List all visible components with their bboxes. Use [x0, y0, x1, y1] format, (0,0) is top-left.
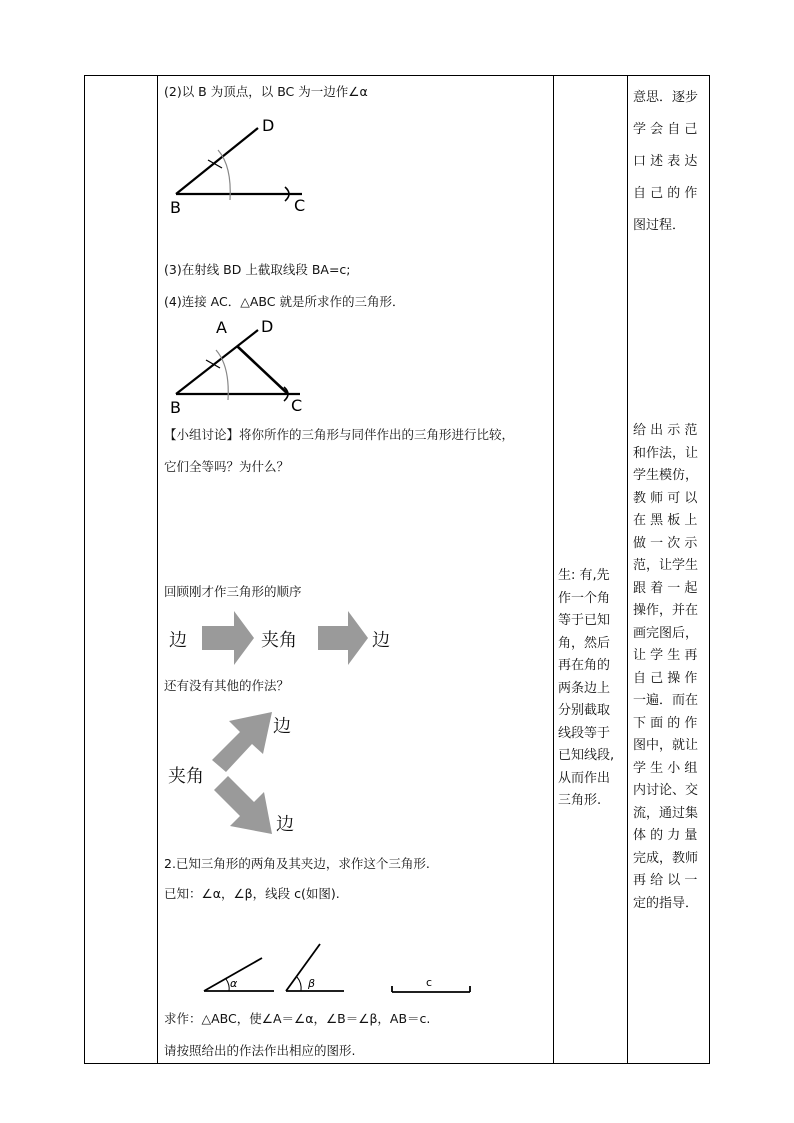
step-4-text: (4)连接 AC．△ABC 就是所求作的三角形．	[164, 294, 405, 309]
arrow-right-icon	[318, 611, 368, 665]
step-2-text: (2)以 B 为顶点，以 BC 为一边作∠α	[164, 84, 368, 99]
discussion-line-1: 【小组讨论】将你所作的三角形与同伴作出的三角形进行比较，	[164, 427, 515, 442]
arrow-down-right-icon	[214, 776, 276, 838]
alpha-label: α	[230, 977, 238, 990]
find-text: 求作：△ABC，使∠A＝∠α，∠B＝∠β，AB＝c.	[164, 1011, 431, 1026]
intent-text-top: 意思．逐步 学 会 自 己 口 述 表 达 自 己 的 作 图过程．	[633, 90, 699, 233]
figure-angle-construction	[160, 110, 360, 220]
flow2-included-angle: 夹角	[168, 766, 204, 787]
label-c: C	[291, 396, 303, 415]
column-divider-3	[627, 75, 628, 1064]
step-3-text: (3)在射线 BD 上截取线段 BA=c;	[164, 262, 351, 277]
arrow-up-right-icon	[210, 706, 276, 772]
review-text: 回顾刚才作三角形的顺序	[164, 584, 302, 599]
discussion-line-2: 它们全等吗？为什么？	[164, 459, 290, 474]
figure-triangle-abc	[160, 314, 360, 418]
beta-label: β	[308, 977, 316, 990]
flow2-side-bottom: 边	[276, 814, 294, 835]
flow-side-1: 边	[169, 630, 187, 651]
column-divider-2	[553, 75, 554, 1064]
label-b: B	[170, 198, 181, 217]
label-d: D	[261, 317, 274, 336]
column-divider-1	[157, 75, 158, 1064]
label-b: B	[170, 398, 181, 417]
instruction-text: 请按照给出的作法作出相应的图形.	[164, 1043, 356, 1058]
flow-included-angle: 夹角	[261, 630, 297, 651]
figure-given-angles-segment	[196, 936, 486, 1000]
flow2-side-top: 边	[273, 716, 291, 737]
label-c: C	[294, 196, 306, 215]
label-d: D	[262, 116, 275, 135]
arrow-right-icon	[202, 611, 254, 665]
intent-text-lower: 给 出 示 范 和作法，让 学生模仿， 教 师 可 以 在 黑 板 上 做 一 次 示 范，让学生 跟 着 一 起 操作，并在 画完图后， 让 学 生 再 自 己 操 作 一遍．而在 下 面 的 作 图中，就让 学 生 小 组 内讨论、交 流，通过集 体 的 力 量 完成，教师 再 给 以 一 定的指导．	[633, 423, 699, 911]
flow-side-2: 边	[372, 630, 390, 651]
other-method-question: 还有没有其他的作法？	[164, 678, 290, 693]
given-text: 已知：∠α，∠β，线段 c(如图).	[164, 886, 340, 901]
segment-c-label: c	[426, 976, 433, 989]
student-activity-text: 生: 有,先 作一个角 等于已知 角，然后 再在角的 两条边上 分别截取 线段等于 已知线段, 从而作出 三角形.	[558, 568, 615, 808]
label-a: A	[216, 318, 227, 337]
problem-2-text: 2.已知三角形的两角及其夹边，求作这个三角形.	[164, 856, 430, 871]
